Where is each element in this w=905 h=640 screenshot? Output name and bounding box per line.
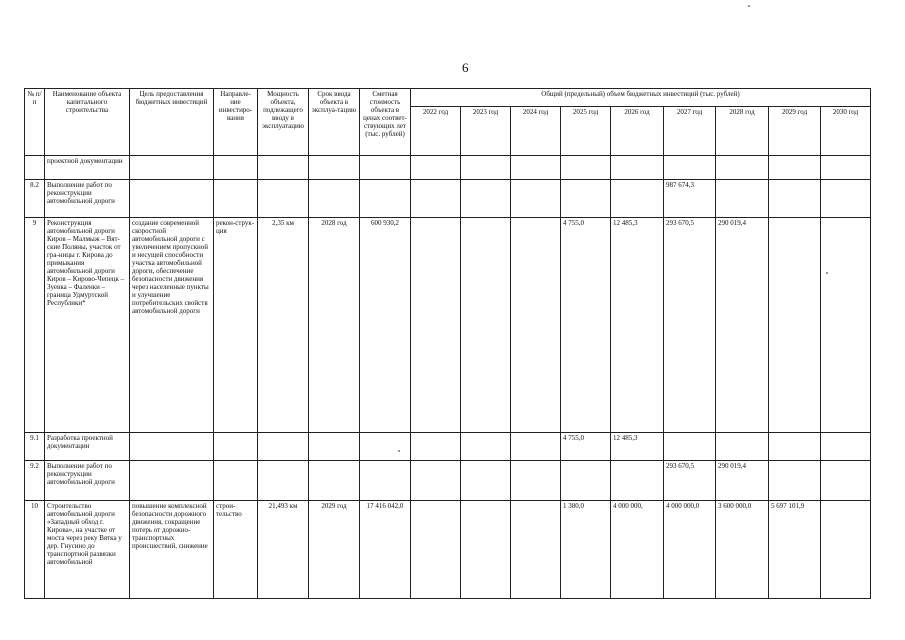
row-num xyxy=(25,156,45,180)
row-year-value xyxy=(511,180,561,218)
row-year-value xyxy=(411,433,461,461)
row-direction xyxy=(214,156,258,180)
row-term: 2029 год xyxy=(309,501,360,599)
row-capacity xyxy=(258,461,309,501)
row-year-value: 987 674,3 xyxy=(664,180,716,218)
row-estimate xyxy=(360,156,411,180)
row-year-value: 4 000 000,0 xyxy=(664,501,716,599)
row-year-value: 1 380,0 xyxy=(561,501,611,599)
row-goal xyxy=(130,180,214,218)
scan-speck xyxy=(826,272,828,274)
row-year-value xyxy=(769,218,821,433)
header-direction: Направле-ние инвестиро-вания xyxy=(214,89,258,156)
row-year-value: 293 670,5 xyxy=(664,218,716,433)
row-name: Реконструкция автомобильной дороги Киров – Малмыж – Вят-ские Поляны, участок от гра-ницы г. Кирова до примыкания автомобильной дороги Киров – Кирово-Чепецк – Зуевка – Фаленки – граница Удмуртской Республики* xyxy=(45,218,130,433)
header-year: 2024 год xyxy=(511,107,561,156)
row-year-value xyxy=(411,218,461,433)
row-year-value xyxy=(716,433,769,461)
header-term: Срок ввода объекта в эксплуа-тацию xyxy=(309,89,360,156)
row-year-value xyxy=(511,218,561,433)
scan-speck xyxy=(398,450,400,452)
header-total: Общий (предельный) объем бюджетных инвестиций (тыс. рублей) xyxy=(411,89,871,107)
row-estimate xyxy=(360,461,411,501)
row-name: Выполнение работ по реконструкции автомобильной дороги xyxy=(45,461,130,501)
row-name: проектной документации xyxy=(45,156,130,180)
row-year-value xyxy=(561,180,611,218)
row-capacity: 21,493 км xyxy=(258,501,309,599)
row-goal: повышение комплексной безопасности дорожного движения, сокращение потерь от дорожно-транспортных происшествий, снижение xyxy=(130,501,214,599)
header-year: 2030 год xyxy=(821,107,871,156)
header-name: Наименование объекта капитального строительства xyxy=(45,89,130,156)
row-year-value xyxy=(511,461,561,501)
row-year-value: 293 670,5 xyxy=(664,461,716,501)
row-year-value xyxy=(461,433,511,461)
header-row-top xyxy=(25,89,871,107)
row-name: Выполнение работ по реконструкции автомобильной дороги xyxy=(45,180,130,218)
row-year-value xyxy=(461,156,511,180)
header-year: 2029 год xyxy=(769,107,821,156)
header-year: 2027 год xyxy=(664,107,716,156)
row-year-value xyxy=(716,156,769,180)
row-name: Разработка проектной документации xyxy=(45,433,130,461)
table-row xyxy=(25,156,871,180)
row-year-value xyxy=(821,156,871,180)
row-estimate xyxy=(360,433,411,461)
row-year-value xyxy=(561,461,611,501)
row-capacity xyxy=(258,156,309,180)
row-year-value: 12 485,3 xyxy=(611,218,664,433)
row-direction xyxy=(214,180,258,218)
scan-speck xyxy=(748,5,750,7)
row-year-value xyxy=(511,156,561,180)
row-year-value: 5 697 101,9 xyxy=(769,501,821,599)
row-year-value: 3 600 000,0 xyxy=(716,501,769,599)
row-year-value xyxy=(664,156,716,180)
row-year-value xyxy=(664,433,716,461)
row-num: 10 xyxy=(25,501,45,599)
row-direction xyxy=(214,433,258,461)
header-year: 2022 год xyxy=(411,107,461,156)
row-year-value xyxy=(821,218,871,433)
header-capacity: Мощность объекта, подлежащего вводу в эксплуатацию xyxy=(258,89,309,156)
row-year-value: 290 019,4 xyxy=(716,218,769,433)
table-row xyxy=(25,180,871,218)
row-term xyxy=(309,180,360,218)
row-year-value xyxy=(411,461,461,501)
row-year-value xyxy=(769,180,821,218)
row-year-value xyxy=(821,501,871,599)
row-estimate: 17 416 042,0 xyxy=(360,501,411,599)
row-goal xyxy=(130,433,214,461)
row-year-value xyxy=(461,218,511,433)
row-year-value xyxy=(821,180,871,218)
row-year-value xyxy=(769,156,821,180)
row-term xyxy=(309,156,360,180)
row-num: 8.2 xyxy=(25,180,45,218)
row-year-value xyxy=(411,180,461,218)
row-capacity: 2,35 км xyxy=(258,218,309,433)
row-term xyxy=(309,433,360,461)
header-year: 2023 год xyxy=(461,107,511,156)
row-year-value: 4 755,0 xyxy=(561,433,611,461)
row-year-value: 4 000 000, xyxy=(611,501,664,599)
row-year-value xyxy=(461,501,511,599)
row-year-value xyxy=(461,180,511,218)
row-goal xyxy=(130,461,214,501)
row-goal xyxy=(130,156,214,180)
row-year-value: 4 755,0 xyxy=(561,218,611,433)
row-year-value xyxy=(411,156,461,180)
row-term xyxy=(309,461,360,501)
row-year-value xyxy=(769,461,821,501)
header-goal: Цель предоставления бюджетных инвестиций xyxy=(130,89,214,156)
row-year-value xyxy=(821,461,871,501)
row-year-value xyxy=(561,156,611,180)
header-num: № п/п xyxy=(25,89,45,156)
row-num: 9.1 xyxy=(25,433,45,461)
row-year-value: 290 019,4 xyxy=(716,461,769,501)
row-direction: строи-тельство xyxy=(214,501,258,599)
row-year-value xyxy=(821,433,871,461)
header-estimate: Сметная стоимость объекта в ценах соответ-ствующих лет (тыс. рублей) xyxy=(360,89,411,156)
investment-table xyxy=(24,88,871,599)
row-estimate xyxy=(360,180,411,218)
header-year: 2028 год xyxy=(716,107,769,156)
row-year-value xyxy=(611,180,664,218)
row-year-value xyxy=(461,461,511,501)
row-estimate: 600 930,2 xyxy=(360,218,411,433)
header-year: 2026 год xyxy=(611,107,664,156)
row-year-value xyxy=(611,461,664,501)
row-year-value: 12 485,3 xyxy=(611,433,664,461)
row-direction: рекон-струк-ция xyxy=(214,218,258,433)
table-row xyxy=(25,461,871,501)
page-number: 6 xyxy=(462,60,469,75)
table-row xyxy=(25,218,871,433)
row-year-value xyxy=(716,180,769,218)
row-year-value xyxy=(511,501,561,599)
row-goal: создание современной скоростной автомобильной дороги с увеличением пропускной и несущей способности участка автомобильной дороги, обеспечение безопасности движения через населенные пункты и улучшение потребительских свойств автомобильной дороги xyxy=(130,218,214,433)
row-capacity xyxy=(258,433,309,461)
row-year-value xyxy=(611,156,664,180)
row-capacity xyxy=(258,180,309,218)
table-row xyxy=(25,433,871,461)
table-body xyxy=(25,156,871,599)
row-year-value xyxy=(411,501,461,599)
row-num: 9.2 xyxy=(25,461,45,501)
table-row xyxy=(25,501,871,599)
row-year-value xyxy=(511,433,561,461)
header-year: 2025 год xyxy=(561,107,611,156)
row-term: 2028 год xyxy=(309,218,360,433)
row-num: 9 xyxy=(25,218,45,433)
row-direction xyxy=(214,461,258,501)
row-year-value xyxy=(769,433,821,461)
row-name: Строительство автомобильной дороги «Западный обход г. Кирова», на участке от моста через реку Вятка у дер. Гнусино до транспортной развязки автомобильной xyxy=(45,501,130,599)
